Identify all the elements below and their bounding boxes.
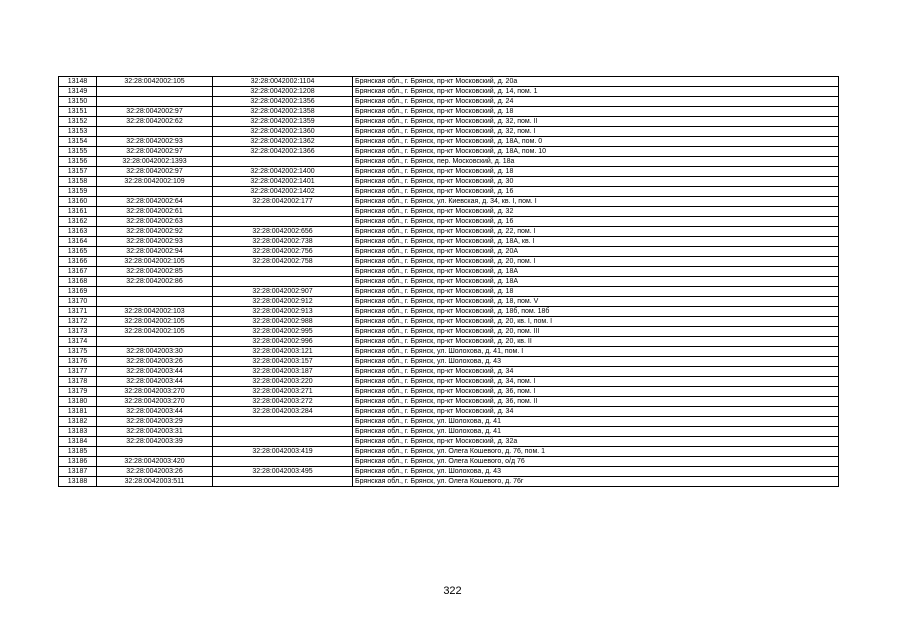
- address-cell: Брянская обл., г. Брянск, пр-кт Московский, д. 36, пом. I: [353, 387, 839, 397]
- address-cell: Брянская обл., г. Брянск, ул. Шолохова, д. 41: [353, 417, 839, 427]
- cadastral-number-cell: 32:28:0042003:26: [97, 357, 213, 367]
- object-cadastral-number-cell: 32:28:0042002:907: [213, 287, 353, 297]
- row-number-cell: 13181: [59, 407, 97, 417]
- object-cadastral-number-cell: 32:28:0042003:220: [213, 377, 353, 387]
- table-row: [59, 337, 839, 347]
- address-cell: Брянская обл., г. Брянск, пр-кт Московский, д. 36, пом. II: [353, 397, 839, 407]
- address-cell: Брянская обл., г. Брянск, пр-кт Московский, д. 18А: [353, 267, 839, 277]
- cadastral-number-cell: 32:28:0042002:93: [97, 237, 213, 247]
- address-cell: Брянская обл., г. Брянск, пр-кт Московский, д. 20, кв. I, пом. I: [353, 317, 839, 327]
- object-cadastral-number-cell: 32:28:0042002:656: [213, 227, 353, 237]
- address-cell: Брянская обл., г. Брянск, ул. Олега Кошевого, д. 76, пом. 1: [353, 447, 839, 457]
- cadastral-number-cell: 32:28:0042002:85: [97, 267, 213, 277]
- cadastral-number-cell: [97, 187, 213, 197]
- object-cadastral-number-cell: 32:28:0042002:1356: [213, 97, 353, 107]
- table-row: [59, 277, 839, 287]
- cadastral-number-cell: 32:28:0042003:270: [97, 387, 213, 397]
- row-number-cell: 13153: [59, 127, 97, 137]
- object-cadastral-number-cell: 32:28:0042002:1208: [213, 87, 353, 97]
- row-number-cell: 13173: [59, 327, 97, 337]
- table-row: [59, 137, 839, 147]
- object-cadastral-number-cell: 32:28:0042002:1362: [213, 137, 353, 147]
- object-cadastral-number-cell: 32:28:0042002:1366: [213, 147, 353, 157]
- table-row: [59, 287, 839, 297]
- address-cell: Брянская обл., г. Брянск, пр-кт Московский, д. 20а: [353, 77, 839, 87]
- row-number-cell: 13170: [59, 297, 97, 307]
- address-cell: Брянская обл., г. Брянск, ул. Шолохова, д. 41, пом. I: [353, 347, 839, 357]
- table-row: [59, 377, 839, 387]
- object-cadastral-number-cell: [213, 267, 353, 277]
- row-number-cell: 13171: [59, 307, 97, 317]
- address-cell: Брянская обл., г. Брянск, ул. Шолохова, д. 43: [353, 357, 839, 367]
- row-number-cell: 13188: [59, 477, 97, 487]
- cadastral-number-cell: [97, 287, 213, 297]
- object-cadastral-number-cell: 32:28:0042003:157: [213, 357, 353, 367]
- row-number-cell: 13163: [59, 227, 97, 237]
- table-row: [59, 177, 839, 187]
- address-cell: Брянская обл., г. Брянск, пр-кт Московский, д. 34: [353, 367, 839, 377]
- object-cadastral-number-cell: 32:28:0042002:738: [213, 237, 353, 247]
- row-number-cell: 13172: [59, 317, 97, 327]
- address-cell: Брянская обл., г. Брянск, пр-кт Московский, д. 16: [353, 187, 839, 197]
- address-cell: Брянская обл., г. Брянск, пр-кт Московский, д. 24: [353, 97, 839, 107]
- row-number-cell: 13151: [59, 107, 97, 117]
- object-cadastral-number-cell: 32:28:0042002:177: [213, 197, 353, 207]
- cadastral-number-cell: 32:28:0042003:44: [97, 407, 213, 417]
- row-number-cell: 13157: [59, 167, 97, 177]
- object-cadastral-number-cell: 32:28:0042002:1401: [213, 177, 353, 187]
- row-number-cell: 13165: [59, 247, 97, 257]
- cadastral-number-cell: 32:28:0042002:93: [97, 137, 213, 147]
- cadastral-number-cell: 32:28:0042002:61: [97, 207, 213, 217]
- row-number-cell: 13159: [59, 187, 97, 197]
- cadastral-number-cell: 32:28:0042002:109: [97, 177, 213, 187]
- row-number-cell: 13175: [59, 347, 97, 357]
- cadastral-number-cell: 32:28:0042002:105: [97, 327, 213, 337]
- object-cadastral-number-cell: [213, 457, 353, 467]
- table-row: [59, 407, 839, 417]
- address-cell: Брянская обл., г. Брянск, ул. Олега Кошевого, о/д 76: [353, 457, 839, 467]
- cadastral-number-cell: 32:28:0042002:92: [97, 227, 213, 237]
- address-cell: Брянская обл., г. Брянск, пр-кт Московский, д. 18А, пом. 10: [353, 147, 839, 157]
- address-cell: Брянская обл., г. Брянск, пр-кт Московский, д. 32: [353, 207, 839, 217]
- cadastral-number-cell: 32:28:0042003:511: [97, 477, 213, 487]
- address-cell: Брянская обл., г. Брянск, пр-кт Московский, д. 32, пом. II: [353, 117, 839, 127]
- object-cadastral-number-cell: 32:28:0042002:988: [213, 317, 353, 327]
- table-row: [59, 187, 839, 197]
- object-cadastral-number-cell: [213, 437, 353, 447]
- address-cell: Брянская обл., г. Брянск, пр-кт Московский, д. 16: [353, 217, 839, 227]
- table-row: [59, 127, 839, 137]
- object-cadastral-number-cell: [213, 217, 353, 227]
- row-number-cell: 13174: [59, 337, 97, 347]
- object-cadastral-number-cell: 32:28:0042003:495: [213, 467, 353, 477]
- address-cell: Брянская обл., г. Брянск, пр-кт Московский, д. 32а: [353, 437, 839, 447]
- row-number-cell: 13184: [59, 437, 97, 447]
- row-number-cell: 13161: [59, 207, 97, 217]
- row-number-cell: 13167: [59, 267, 97, 277]
- table-row: [59, 447, 839, 457]
- table-row: [59, 77, 839, 87]
- cadastral-number-cell: 32:28:0042002:105: [97, 77, 213, 87]
- object-cadastral-number-cell: 32:28:0042002:1360: [213, 127, 353, 137]
- table-row: [59, 417, 839, 427]
- row-number-cell: 13178: [59, 377, 97, 387]
- address-cell: Брянская обл., г. Брянск, пр-кт Московский, д. 18А, пом. 0: [353, 137, 839, 147]
- address-cell: Брянская обл., г. Брянск, пр-кт Московский, д. 18: [353, 167, 839, 177]
- object-cadastral-number-cell: 32:28:0042003:419: [213, 447, 353, 457]
- table-row: [59, 157, 839, 167]
- address-cell: Брянская обл., г. Брянск, пр-кт Московский, д. 18, пом. V: [353, 297, 839, 307]
- object-cadastral-number-cell: 32:28:0042002:756: [213, 247, 353, 257]
- table-row: [59, 267, 839, 277]
- cadastral-number-cell: 32:28:0042002:63: [97, 217, 213, 227]
- row-number-cell: 13149: [59, 87, 97, 97]
- table-row: [59, 357, 839, 367]
- object-cadastral-number-cell: [213, 207, 353, 217]
- table-row: [59, 257, 839, 267]
- cadastral-number-cell: [97, 87, 213, 97]
- cadastral-number-cell: 32:28:0042002:64: [97, 197, 213, 207]
- table-row: [59, 207, 839, 217]
- table-row: [59, 167, 839, 177]
- object-cadastral-number-cell: 32:28:0042002:1400: [213, 167, 353, 177]
- table-row: [59, 317, 839, 327]
- address-cell: Брянская обл., г. Брянск, пр-кт Московский, д. 22, пом. I: [353, 227, 839, 237]
- cadastral-number-cell: 32:28:0042003:44: [97, 377, 213, 387]
- row-number-cell: 13162: [59, 217, 97, 227]
- cadastral-number-cell: 32:28:0042002:1393: [97, 157, 213, 167]
- cadastral-number-cell: [97, 127, 213, 137]
- table-row: [59, 427, 839, 437]
- cadastral-number-cell: 32:28:0042003:270: [97, 397, 213, 407]
- address-cell: Брянская обл., г. Брянск, ул. Олега Кошевого, д. 76г: [353, 477, 839, 487]
- row-number-cell: 13160: [59, 197, 97, 207]
- table-row: [59, 87, 839, 97]
- table-row: [59, 117, 839, 127]
- address-cell: Брянская обл., г. Брянск, пр-кт Московский, д. 30: [353, 177, 839, 187]
- cadastral-number-cell: 32:28:0042002:94: [97, 247, 213, 257]
- table-row: [59, 217, 839, 227]
- row-number-cell: 13148: [59, 77, 97, 87]
- table-row: [59, 327, 839, 337]
- row-number-cell: 13166: [59, 257, 97, 267]
- cadastral-number-cell: 32:28:0042003:29: [97, 417, 213, 427]
- table-row: [59, 307, 839, 317]
- row-number-cell: 13155: [59, 147, 97, 157]
- object-cadastral-number-cell: 32:28:0042003:284: [213, 407, 353, 417]
- row-number-cell: 13158: [59, 177, 97, 187]
- table-row: [59, 107, 839, 117]
- object-cadastral-number-cell: 32:28:0042002:1104: [213, 77, 353, 87]
- cadastral-number-cell: 32:28:0042003:39: [97, 437, 213, 447]
- object-cadastral-number-cell: [213, 417, 353, 427]
- row-number-cell: 13152: [59, 117, 97, 127]
- row-number-cell: 13180: [59, 397, 97, 407]
- row-number-cell: 13177: [59, 367, 97, 377]
- address-cell: Брянская обл., г. Брянск, пр-кт Московский, д. 32, пом. I: [353, 127, 839, 137]
- table-row: [59, 347, 839, 357]
- row-number-cell: 13164: [59, 237, 97, 247]
- table-row: [59, 227, 839, 237]
- row-number-cell: 13186: [59, 457, 97, 467]
- cadastral-number-cell: 32:28:0042003:26: [97, 467, 213, 477]
- address-cell: Брянская обл., г. Брянск, пр-кт Московский, д. 20, пом. III: [353, 327, 839, 337]
- cadastral-number-cell: 32:28:0042002:97: [97, 167, 213, 177]
- object-cadastral-number-cell: 32:28:0042002:913: [213, 307, 353, 317]
- address-cell: Брянская обл., г. Брянск, пр-кт Московский, д. 20А: [353, 247, 839, 257]
- cadastral-number-cell: [97, 447, 213, 457]
- address-cell: Брянская обл., г. Брянск, пр-кт Московский, д. 20, пом. I: [353, 257, 839, 267]
- address-cell: Брянская обл., г. Брянск, ул. Шолохова, д. 41: [353, 427, 839, 437]
- cadastral-number-cell: 32:28:0042002:105: [97, 317, 213, 327]
- row-number-cell: 13185: [59, 447, 97, 457]
- object-cadastral-number-cell: 32:28:0042003:272: [213, 397, 353, 407]
- object-cadastral-number-cell: 32:28:0042002:1358: [213, 107, 353, 117]
- object-cadastral-number-cell: 32:28:0042002:996: [213, 337, 353, 347]
- cadastral-number-cell: 32:28:0042003:30: [97, 347, 213, 357]
- cadastral-number-cell: [97, 337, 213, 347]
- table-row: [59, 197, 839, 207]
- registry-table: [58, 76, 839, 487]
- registry-table-body: [59, 77, 839, 487]
- row-number-cell: 13168: [59, 277, 97, 287]
- object-cadastral-number-cell: 32:28:0042003:271: [213, 387, 353, 397]
- row-number-cell: 13182: [59, 417, 97, 427]
- address-cell: Брянская обл., г. Брянск, пр-кт Московский, д. 18: [353, 287, 839, 297]
- row-number-cell: 13176: [59, 357, 97, 367]
- object-cadastral-number-cell: 32:28:0042002:912: [213, 297, 353, 307]
- table-row: [59, 437, 839, 447]
- table-row: [59, 467, 839, 477]
- table-row: [59, 477, 839, 487]
- table-row: [59, 397, 839, 407]
- row-number-cell: 13150: [59, 97, 97, 107]
- page-number: 322: [443, 585, 462, 597]
- object-cadastral-number-cell: 32:28:0042002:1402: [213, 187, 353, 197]
- address-cell: Брянская обл., г. Брянск, пр-кт Московский, д. 34, пом. I: [353, 377, 839, 387]
- object-cadastral-number-cell: [213, 477, 353, 487]
- address-cell: Брянская обл., г. Брянск, пр-кт Московский, д. 18А: [353, 277, 839, 287]
- object-cadastral-number-cell: 32:28:0042002:995: [213, 327, 353, 337]
- table-row: [59, 247, 839, 257]
- cadastral-number-cell: 32:28:0042002:97: [97, 107, 213, 117]
- cadastral-number-cell: 32:28:0042002:86: [97, 277, 213, 287]
- object-cadastral-number-cell: [213, 427, 353, 437]
- cadastral-number-cell: 32:28:0042002:62: [97, 117, 213, 127]
- table-row: [59, 237, 839, 247]
- address-cell: Брянская обл., г. Брянск, пр-кт Московский, д. 34: [353, 407, 839, 417]
- object-cadastral-number-cell: 32:28:0042003:121: [213, 347, 353, 357]
- object-cadastral-number-cell: [213, 277, 353, 287]
- row-number-cell: 13179: [59, 387, 97, 397]
- address-cell: Брянская обл., г. Брянск, пер. Московский, д. 18а: [353, 157, 839, 167]
- cadastral-number-cell: 32:28:0042003:31: [97, 427, 213, 437]
- object-cadastral-number-cell: [213, 157, 353, 167]
- row-number-cell: 13154: [59, 137, 97, 147]
- cadastral-number-cell: 32:28:0042003:44: [97, 367, 213, 377]
- row-number-cell: 13169: [59, 287, 97, 297]
- table-row: [59, 147, 839, 157]
- address-cell: Брянская обл., г. Брянск, пр-кт Московский, д. 18б, пом. 18б: [353, 307, 839, 317]
- address-cell: Брянская обл., г. Брянск, пр-кт Московский, д. 18А, кв. I: [353, 237, 839, 247]
- address-cell: Брянская обл., г. Брянск, пр-кт Московский, д. 18: [353, 107, 839, 117]
- table-row: [59, 97, 839, 107]
- cadastral-number-cell: [97, 297, 213, 307]
- address-cell: Брянская обл., г. Брянск, ул. Киевская, д. 34, кв. I, пом. I: [353, 197, 839, 207]
- cadastral-number-cell: 32:28:0042003:420: [97, 457, 213, 467]
- row-number-cell: 13183: [59, 427, 97, 437]
- table-row: [59, 457, 839, 467]
- table-row: [59, 297, 839, 307]
- address-cell: Брянская обл., г. Брянск, пр-кт Московский, д. 20, кв. II: [353, 337, 839, 347]
- cadastral-number-cell: 32:28:0042002:105: [97, 257, 213, 267]
- object-cadastral-number-cell: 32:28:0042002:758: [213, 257, 353, 267]
- table-row: [59, 387, 839, 397]
- object-cadastral-number-cell: 32:28:0042003:187: [213, 367, 353, 377]
- row-number-cell: 13156: [59, 157, 97, 167]
- address-cell: Брянская обл., г. Брянск, пр-кт Московский, д. 14, пом. 1: [353, 87, 839, 97]
- object-cadastral-number-cell: 32:28:0042002:1359: [213, 117, 353, 127]
- address-cell: Брянская обл., г. Брянск, ул. Шолохова, д. 43: [353, 467, 839, 477]
- cadastral-number-cell: 32:28:0042002:103: [97, 307, 213, 317]
- cadastral-number-cell: 32:28:0042002:97: [97, 147, 213, 157]
- cadastral-number-cell: [97, 97, 213, 107]
- table-row: [59, 367, 839, 377]
- row-number-cell: 13187: [59, 467, 97, 477]
